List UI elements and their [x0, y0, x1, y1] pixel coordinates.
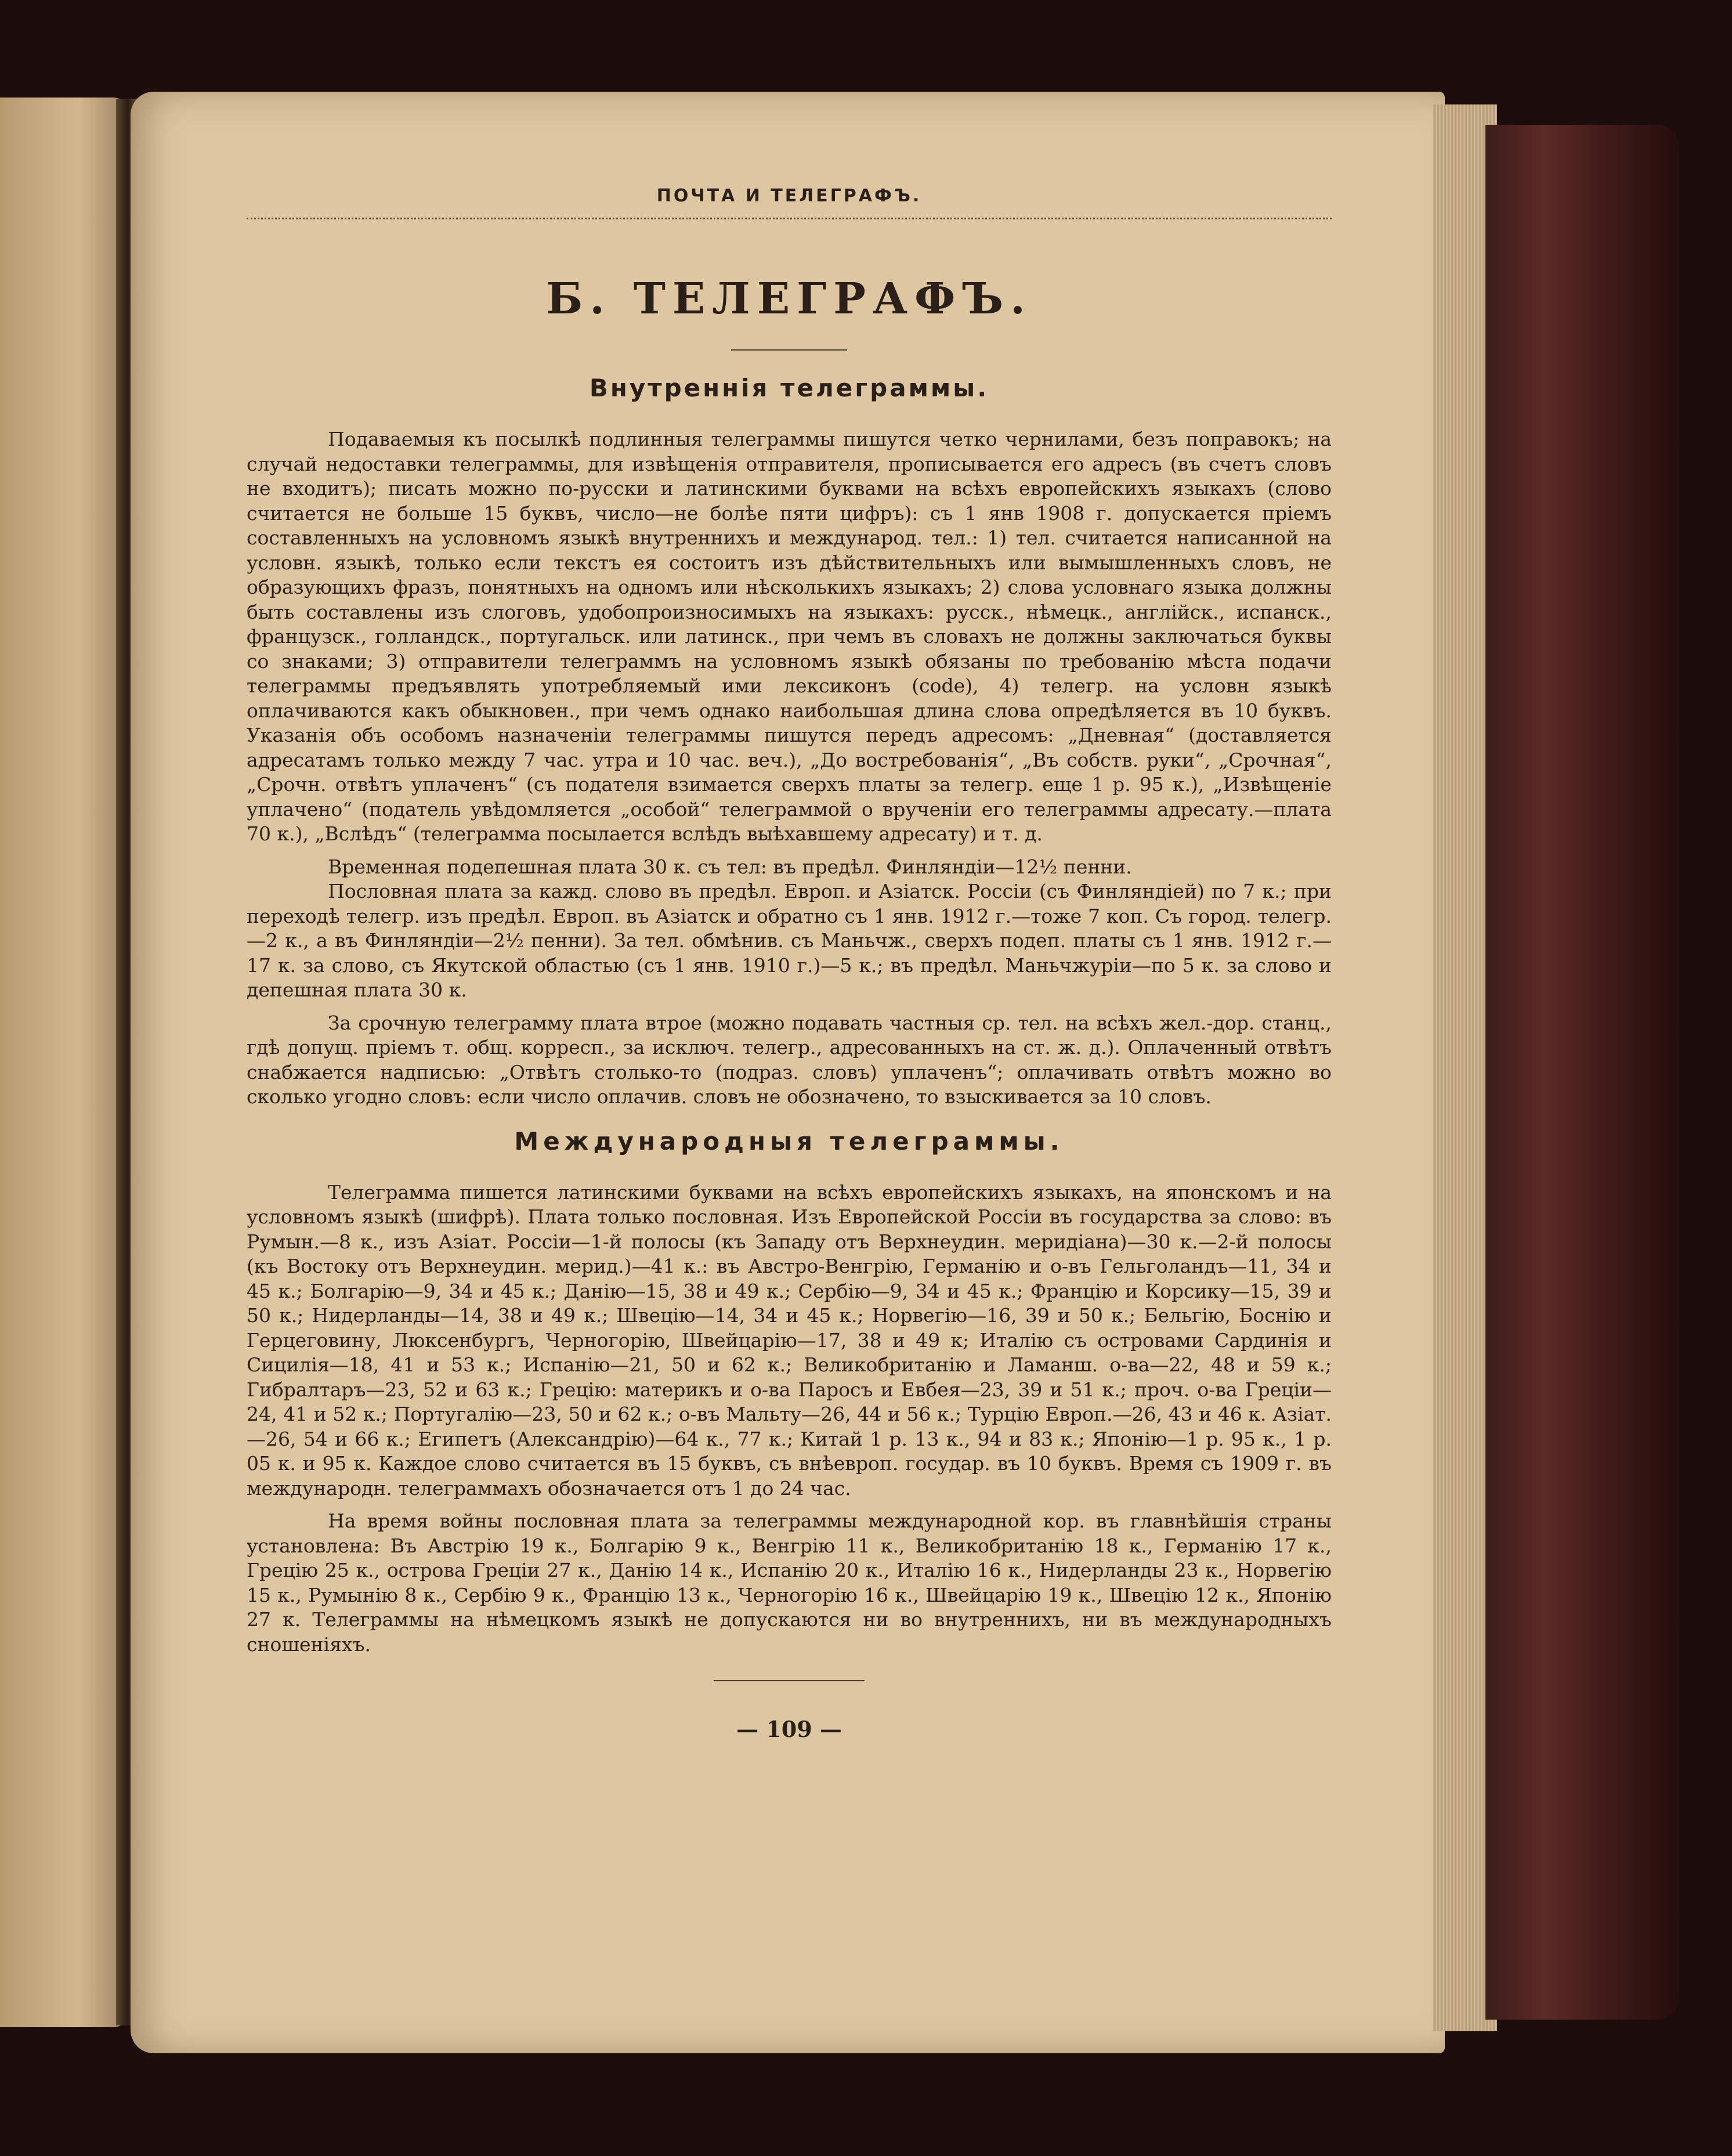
subsection-title-domestic: Внутреннія телеграммы.: [589, 374, 989, 402]
paragraph: Пословная плата за кажд. слово въ предѣл. Европ. и Азіатск. Россіи (съ Финляндіей) по 7 к.; при переходѣ телегр. изъ предѣл. Европ. въ Азіатск и обратно съ 1 янв. 1912 г.—тоже 7 коп. Съ город. телегр.—2 к., а въ Финляндіи—2½ пенни). За тел. обмѣнив. съ Маньчж., сверхъ подеп. платы съ 1 янв. 1912 г.—17 к. за слово, съ Якутской областью (съ 1 янв. 1910 г.)—5 к.; въ предѣл. Маньчжуріи—по 5 к. за слово и депешная плата 30 к.: [247, 880, 1332, 1001]
page-number: — 109 —: [736, 1716, 842, 1742]
paragraph: Временная подепешная плата 30 к. съ тел: въ предѣл. Финляндіи—12½ пенни.: [328, 855, 1132, 878]
paragraph: За срочную телеграмму плата втрое (можно подавать частныя ср. тел. на всѣхъ жел.-дор. станц., гдѣ допущ. пріемъ т. общ. корресп., за исключ. телегр., адресованныхъ на ст. ж. д.). Оплаченный отвѣтъ снабжается надписью: „Отвѣтъ столько-то (подраз. словъ) уплаченъ“; оплачивать отвѣтъ можно во сколько угодно словъ: если число оплачив. словъ не обозначено, то взыскивается за 10 словъ.: [247, 1011, 1332, 1108]
page-content: [247, 186, 1332, 1742]
subsection-title-international: Международныя телеграммы.: [514, 1126, 1064, 1155]
section-title: Б. ТЕЛЕГРАФЪ.: [546, 274, 1032, 324]
book-binding: [1485, 125, 1680, 2020]
title-rule: [731, 349, 847, 351]
paragraph: На время войны пословная плата за телеграммы международной кор. въ главнѣйшія страны установлена: Въ Австрію 19 к., Болгарію 9 к., Венгрію 11 к., Великобританію 18 к., Германію 17 к., Грецію 25 к., острова Греціи 27 к., Данію 14 к., Испанію 20 к., Италію 16 к., Нидерланды 23 к., Норвегію 15 к., Румынію 8 к., Сербію 9 к., Францію 13 к., Черногорію 16 к., Швейцарію 19 к., Швецію 12 к., Японію 27 к. Телеграммы на нѣмецкомъ языкѣ не допускаются ни во внутреннихъ, ни въ международныхъ сношеніяхъ.: [247, 1509, 1332, 1656]
running-head: ПОЧТА И ТЕЛЕГРАФЪ.: [247, 186, 1332, 219]
paragraph: Телеграмма пишется латинскими буквами на всѣхъ европейскихъ языкахъ, на японскомъ и на условномъ языкѣ (шифрѣ). Плата только пословная. Изъ Европейской Россіи въ государства за слово: въ Румын.—8 к., изъ Азіат. Россіи—1-й полосы (къ Западу отъ Верхнеудин. меридіана)—30 к.—2-й полосы (къ Востоку отъ Верхнеудин. мерид.)—41 к.: въ Австро-Венгрію, Германію и о-въ Гельголандъ—11, 34 и 45 к.; Болгарію—9, 34 и 45 к.; Данію—15, 38 и 49 к.; Сербію—9, 34 и 45 к.; Францію и Корсику—15, 39 и 50 к.; Нидерланды—14, 38 и 49 к.; Швецію—14, 34 и 45 к.; Норвегію—16, 39 и 50 к.; Бельгію, Боснію и Герцеговину, Люксенбургъ, Черногорію, Швейцарію—17, 38 и 49 к; Италію съ островами Сардинія и Сицилія—18, 41 и 53 к.; Испанію—21, 50 и 62 к.; Великобританію и Ламанш. о-ва—22, 48 и 59 к.; Гибралтаръ—23, 52 и 63 к.; Грецію: материкъ и о-ва Паросъ и Евбея—23, 39 и 51 к.; проч. о-ва Греціи—24, 41 и 52 к.; Португалію—23, 50 и 62 к.; о-въ Мальту—26, 44 и 56 к.; Турцію Европ.—26, 43 и 46 к. Азіат.—26, 54 и 66 к.; Египетъ (Александрію)—64 к., 77 к.; Китай 1 р. 13 к., 94 и 83 к.; Японію—1 р. 95 к., 1 р. 05 к. и 95 к. Каждое слово считается въ 15 буквъ, съ внѣевроп. государ. въ 10 буквъ. Время съ 1909 г. въ международн. телеграммахъ обозначается отъ 1 до 24 час.: [247, 1180, 1332, 1500]
left-page: [0, 97, 131, 2027]
paragraph: Подаваемыя къ посылкѣ подлинныя телеграммы пишутся четко чернилами, безъ поправокъ; на случай недоставки телеграммы, для извѣщенія отправителя, прописывается его адресъ (въ счетъ словъ не входитъ); писать можно по-русски и латинскими буквами на всѣхъ европейскихъ языкахъ (слово считается не больше 15 буквъ, число—не болѣе пяти цифръ): съ 1 янв 1908 г. допускается пріемъ составленныхъ на условномъ языкѣ внутреннихъ и международ. тел.: 1) тел. считается написанной на условн. языкѣ, только если текстъ ея состоитъ изъ дѣйствительныхъ или вымышленныхъ словъ, не образующихъ фразъ, понятныхъ на одномъ или нѣсколькихъ языкахъ; 2) слова условнаго языка должны быть составлены изъ слоговъ, удобопроизносимыхъ на языкахъ: русск., нѣмецк., англійск., испанск., французск., голландск., португальск. или латинск., при чемъ въ словахъ не должны заключаться буквы со знаками; 3) отправители телеграммъ на условномъ языкѣ обязаны по требованію мѣста подачи телеграммы предъявлять употребляемый ими лексиконъ (code), 4) телегр. на условн языкѣ оплачиваются какъ обыкновен., при чемъ однако наибольшая длина слова опредѣляется въ 10 буквъ. Указанія объ особомъ назначеніи телеграммы пишутся передъ адресомъ: „Дневная“ (доставляется адресатамъ только между 7 час. утра и 10 час. веч.), „До востребованія“, „Въ собств. руки“, „Срочная“, „Срочн. отвѣтъ уплаченъ“ (съ подателя взимается сверхъ платы за телегр. еще 1 р. 95 к.), „Извѣщеніе уплачено“ (податель увѣдомляется „особой“ телеграммой о врученіи его телеграммы адресату.—плата 70 к.), „Вслѣдъ“ (телеграмма посылается вслѣдъ выѣхавшему адресату) и т. д.: [247, 428, 1332, 845]
number-rule: [714, 1680, 865, 1681]
